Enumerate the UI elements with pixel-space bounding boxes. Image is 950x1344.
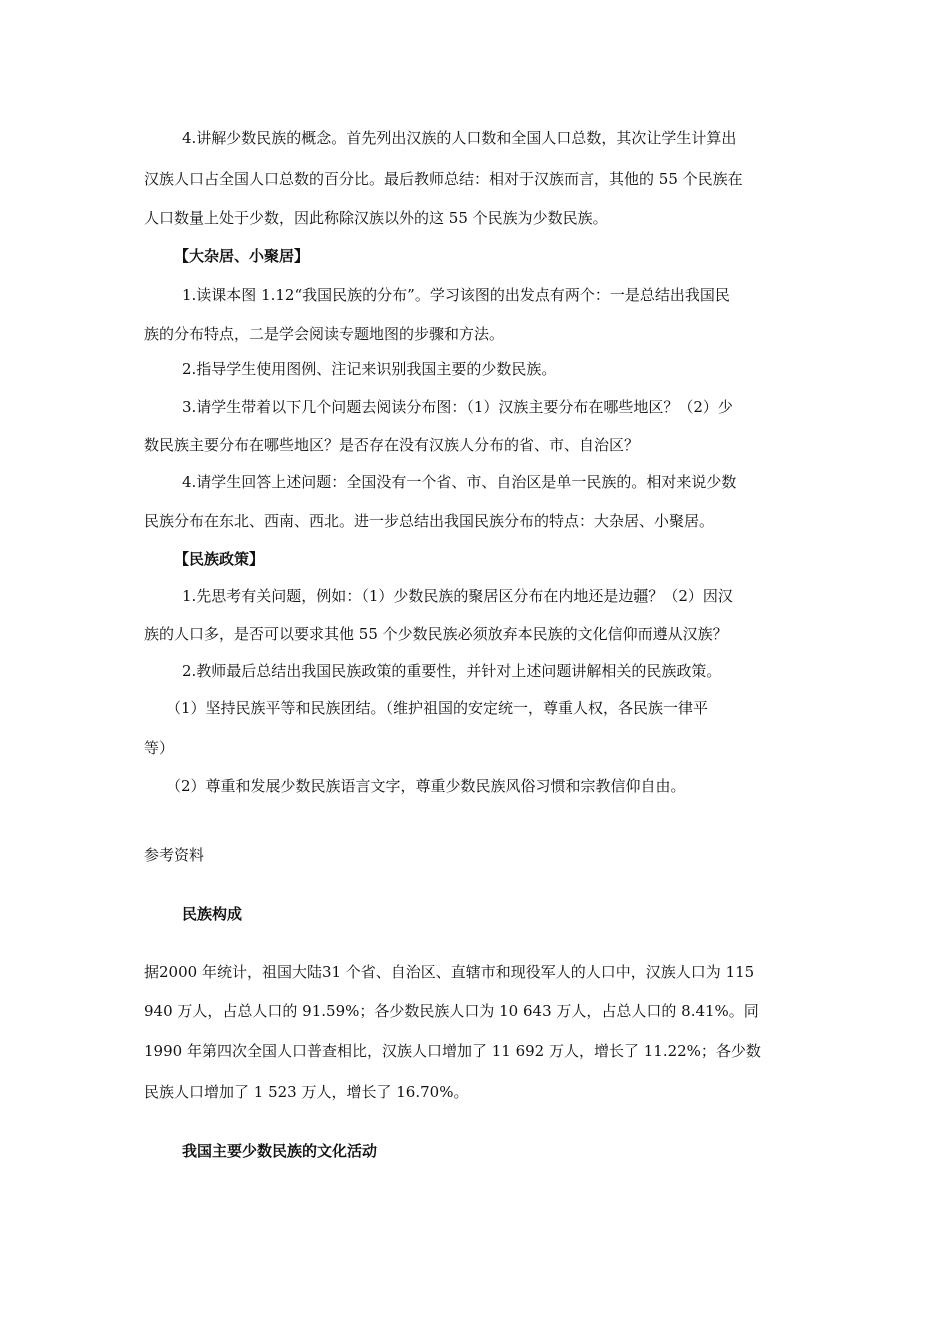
paragraph-line: 民族分布在东北、西南、西北。进一步总结出我国民族分布的特点：大杂居、小聚居。 — [144, 512, 715, 530]
paragraph-line: 据2000 年统计，祖国大陆31 个省、自治区、直辖市和现役军人的人口中，汉族人口为 115 — [144, 963, 755, 981]
section-heading: 【大杂居、小聚居】 — [174, 247, 310, 265]
paragraph-line: 族的分布特点，二是学会阅读专题地图的步骤和方法。 — [144, 325, 505, 343]
paragraph-line: 4.请学生回答上述问题：全国没有一个省、市、自治区是单一民族的。相对来说少数 — [182, 473, 737, 491]
paragraph-line: 人口数量上处于少数，因此称除汉族以外的这 55 个民族为少数民族。 — [144, 209, 608, 227]
paragraph-line: 数民族主要分布在哪些地区？是否存在没有汉族人分布的省、市、自治区？ — [144, 436, 640, 454]
paragraph-line: 1990 年第四次全国人口普查相比，汉族人口增加了 11 692 万人，增长了 11.22%；各少数 — [144, 1042, 761, 1060]
paragraph-line: 等） — [144, 739, 175, 757]
paragraph-line: 4.讲解少数民族的概念。首先列出汉族的人口数和全国人口总数，其次让学生计算出 — [182, 129, 737, 147]
paragraph-line: 民族人口增加了 1 523 万人，增长了 16.70%。 — [144, 1083, 469, 1101]
paragraph-line: 2.教师最后总结出我国民族政策的重要性，并针对上述问题讲解相关的民族政策。 — [182, 662, 722, 680]
paragraph-line: 2.指导学生使用图例、注记来识别我国主要的少数民族。 — [182, 360, 557, 378]
subheading: 我国主要少数民族的文化活动 — [182, 1142, 378, 1160]
paragraph-line: 940 万人，占总人口的 91.59%；各少数民族人口为 10 643 万人，占总人口的 8.41%。同 — [144, 1002, 759, 1020]
reference-title: 参考资料 — [144, 846, 205, 864]
paragraph-line: 族的人口多，是否可以要求其他 55 个少数民族必须放弃本民族的文化信仰而遵从汉族？ — [144, 625, 728, 643]
paragraph-line: 汉族人口占全国人口总数的百分比。最后教师总结：相对于汉族而言，其他的 55 个民族在 — [144, 170, 743, 188]
subheading: 民族构成 — [182, 905, 243, 923]
paragraph-line: （1）坚持民族平等和民族团结。（维护祖国的安定统一，尊重人权，各民族一律平 — [166, 699, 709, 717]
paragraph-line: （2）尊重和发展少数民族语言文字，尊重少数民族风俗习惯和宗教信仰自由。 — [166, 777, 686, 795]
paragraph-line: 1.先思考有关问题，例如：（1）少数民族的聚居区分布在内地还是边疆？（2）因汉 — [182, 587, 733, 605]
section-heading: 【民族政策】 — [174, 550, 265, 568]
paragraph-line: 3.请学生带着以下几个问题去阅读分布图：（1）汉族主要分布在哪些地区？（2）少 — [182, 398, 733, 416]
paragraph-line: 1.读课本图 1.12“我国民族的分布”。学习该图的出发点有两个：一是总结出我国民 — [182, 286, 730, 304]
